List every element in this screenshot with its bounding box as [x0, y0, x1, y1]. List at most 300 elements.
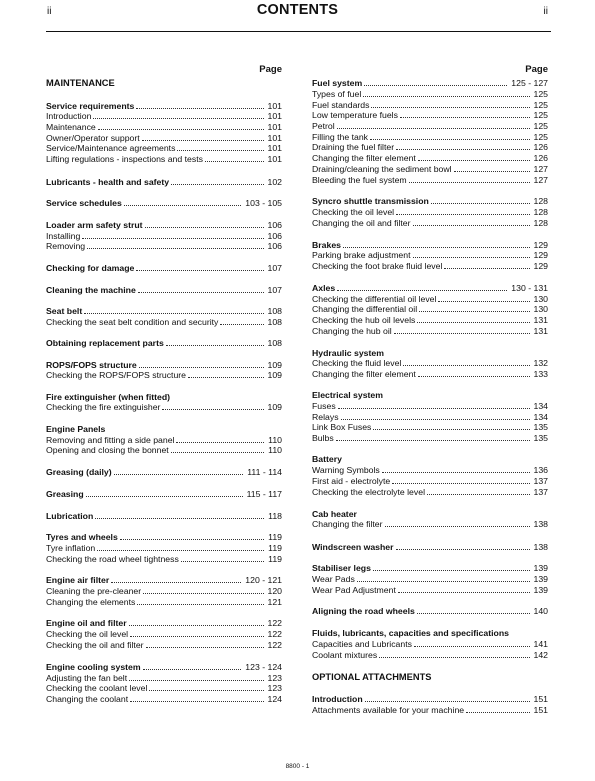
toc-entry [312, 78, 548, 89]
toc-entry-title: Changing the filter element [312, 153, 416, 163]
toc-entry-title: Wear Pad Adjustment [312, 585, 396, 595]
dot-leader [382, 466, 530, 473]
toc-entry-title: Engine Panels [46, 424, 106, 434]
toc-entry-page: 121 [267, 597, 282, 607]
toc-entry [312, 454, 548, 465]
dot-leader [84, 307, 263, 314]
toc-entry [312, 401, 548, 412]
dot-leader [181, 555, 264, 562]
toc-entry-page: 136 [533, 465, 548, 475]
toc-entry-page: 130 [533, 294, 548, 304]
toc-entry-page: 122 [267, 618, 282, 628]
toc-entry-page: 131 [533, 326, 548, 336]
toc-entry-title: Checking for damage [46, 263, 135, 273]
toc-entry-page: 102 [267, 177, 282, 187]
toc-entry-page: 122 [267, 640, 282, 650]
toc-entry [46, 111, 282, 122]
toc-entry [46, 154, 282, 165]
toc-entry-page: 115 - 117 [246, 489, 282, 499]
toc-entry-title: OPTIONAL ATTACHMENTS [312, 672, 432, 682]
toc-entry [46, 263, 282, 274]
toc-entry-title: Fuel system [312, 78, 363, 88]
dot-leader [188, 371, 263, 378]
toc-entry [312, 100, 548, 111]
toc-entry-title: Checking the oil and filter [46, 640, 144, 650]
dot-leader [142, 134, 264, 141]
dot-leader [359, 511, 544, 517]
toc-entry-page: 110 [268, 445, 282, 455]
toc-entry-page: 132 [533, 358, 548, 368]
dot-leader [400, 111, 530, 118]
toc-entry-page: 111 - 114 [247, 467, 282, 477]
dot-leader [145, 221, 264, 228]
toc-entry [46, 101, 282, 112]
dot-leader [417, 316, 529, 323]
toc-entry-title: Engine cooling system [46, 662, 141, 672]
toc-entry [46, 586, 282, 597]
toc-entry-page: 138 [533, 542, 548, 552]
toc-entry-title: Checking the foot brake fluid level [312, 261, 443, 271]
toc-entry [46, 392, 282, 403]
toc-entry-page: 140 [533, 606, 548, 616]
dot-leader [114, 468, 244, 475]
dot-leader [418, 154, 530, 161]
toc-entry-title: Changing the hub oil [312, 326, 392, 336]
dot-leader [385, 392, 544, 398]
toc-entry [46, 511, 282, 522]
toc-entry-title: Electrical system [312, 390, 383, 400]
dot-leader [371, 101, 529, 108]
dot-leader [409, 176, 530, 183]
toc-entry-title: Link Box Fuses [312, 422, 372, 432]
toc-entry-page: 125 [533, 89, 548, 99]
toc-entry-page: 130 [533, 304, 548, 314]
dot-leader [93, 112, 263, 119]
toc-entry [46, 618, 282, 629]
toc-entry-title: Changing the filter element [312, 369, 416, 379]
toc-entry-page: 106 [267, 231, 282, 241]
toc-entry-page: 126 [533, 153, 548, 163]
toc-entry [312, 153, 548, 164]
toc-entry-title: Removing [46, 241, 86, 251]
toc-entry-page: 138 [533, 519, 548, 529]
toc-entry [312, 412, 548, 423]
toc-entry-title: Owner/Operator support [46, 133, 140, 143]
dot-leader [205, 155, 264, 162]
toc-entry [46, 78, 282, 89]
toc-entry [46, 306, 282, 317]
dot-leader [343, 241, 530, 248]
dot-leader [373, 423, 529, 430]
dot-leader [413, 219, 530, 226]
toc-entry [312, 509, 548, 520]
dot-leader [418, 370, 530, 377]
dot-leader [417, 607, 530, 614]
toc-entry-page: 106 [267, 220, 282, 230]
toc-entry-title: Checking the seat belt condition and security [46, 317, 219, 327]
toc-entry-page: 120 [267, 586, 282, 596]
dot-leader [365, 695, 530, 702]
dot-leader [143, 663, 242, 670]
dot-leader [171, 446, 264, 453]
toc-entry-title: Brakes [312, 240, 341, 250]
toc-entry-title: Removing and fitting a side panel [46, 435, 175, 445]
toc-entry-page: 128 [533, 196, 548, 206]
dot-leader [139, 361, 264, 368]
toc-entry-title: Syncro shuttle transmission [312, 196, 429, 206]
toc-entry [312, 348, 548, 359]
toc-entry-title: ROPS/FOPS structure [46, 360, 137, 370]
toc-entry-title: Attachments available for your machine [312, 705, 465, 715]
toc-entry-page: 118 [268, 511, 282, 521]
toc-entry-page: 108 [267, 338, 282, 348]
toc-entry-page: 134 [533, 401, 548, 411]
toc-entry [312, 476, 548, 487]
dot-leader [337, 122, 530, 129]
dot-leader [111, 576, 241, 583]
toc-entry [312, 121, 548, 132]
toc-entry-title: Lubrication [46, 511, 94, 521]
dot-leader [398, 586, 530, 593]
toc-entry [46, 122, 282, 133]
toc-entry-title: Draining/cleaning the sediment bowl [312, 164, 452, 174]
dot-leader [511, 630, 544, 636]
page-column-header: Page [525, 64, 548, 75]
toc-entry [312, 164, 548, 175]
toc-entry-title: Service/Maintenance agreements [46, 143, 176, 153]
toc-entry [312, 304, 548, 315]
toc-entry-title: Adjusting the fan belt [46, 673, 128, 683]
dot-leader [98, 123, 264, 130]
toc-entry-page: 137 [533, 487, 548, 497]
dot-leader [107, 426, 278, 432]
toc-entry [46, 435, 282, 446]
toc-entry-page: 107 [267, 263, 282, 273]
toc-entry [312, 175, 548, 186]
toc-entry-title: Introduction [312, 694, 363, 704]
dot-leader [220, 318, 263, 325]
dot-leader [117, 80, 278, 86]
dot-leader [129, 674, 263, 681]
toc-entry-page: 123 [267, 683, 282, 693]
toc-entry-title: Cleaning the machine [46, 285, 136, 295]
toc-entry-title: Fuses [312, 401, 336, 411]
dot-leader [403, 359, 529, 366]
toc-entry-page: 130 - 131 [511, 283, 548, 293]
toc-entry-title: Checking the electrolyte level [312, 487, 425, 497]
toc-entry-page: 109 [267, 360, 282, 370]
dot-leader [344, 456, 544, 462]
toc-entry-title: Cleaning the pre-cleaner [46, 586, 142, 596]
toc-entry-title: Checking the differential oil level [312, 294, 437, 304]
toc-entry [312, 606, 548, 617]
toc-entry-title: Changing the coolant [46, 694, 129, 704]
dot-leader [149, 684, 263, 691]
dot-leader [466, 706, 529, 713]
toc-entry-page: 101 [267, 122, 282, 132]
dot-leader [414, 640, 530, 647]
toc-entry-title: Checking the oil level [46, 629, 129, 639]
toc-entry-title: MAINTENANCE [46, 78, 115, 88]
dot-leader [97, 544, 264, 551]
toc-entry-title: Bleeding the fuel system [312, 175, 407, 185]
toc-entry-title: Checking the fire extinguisher [46, 402, 161, 412]
toc-entry-title: Cab heater [312, 509, 357, 519]
toc-entry-title: Petrol [312, 121, 335, 131]
toc-entry-page: 129 [533, 240, 548, 250]
toc-entry-page: 127 [533, 175, 548, 185]
dot-leader [336, 434, 530, 441]
toc-entry [46, 220, 282, 231]
dot-leader [138, 286, 264, 293]
title-rule [46, 31, 551, 32]
toc-entry-page: 110 [268, 435, 282, 445]
toc-entry [312, 142, 548, 153]
toc-entry [312, 240, 548, 251]
page-column-header: Page [259, 64, 282, 75]
toc-entry-title: Changing the filter [312, 519, 383, 529]
toc-entry [312, 705, 548, 716]
toc-entry-title: Changing the elements [46, 597, 136, 607]
toc-entry-title: Fire extinguisher (when fitted) [46, 392, 171, 402]
toc-entry [312, 519, 548, 530]
dot-leader [386, 350, 544, 356]
dot-leader [385, 520, 530, 527]
dot-leader [176, 436, 264, 443]
toc-entry-title: Bulbs [312, 433, 334, 443]
toc-entry-page: 123 [267, 673, 282, 683]
toc-entry [312, 218, 548, 229]
dot-leader [444, 262, 529, 269]
toc-entry-title: Checking the road wheel tightness [46, 554, 179, 564]
toc-entry [46, 177, 282, 188]
toc-entry-page: 128 [533, 218, 548, 228]
dot-leader [120, 533, 264, 540]
toc-entry [46, 673, 282, 684]
toc-entry-page: 139 [533, 585, 548, 595]
toc-entry-title: Lubricants - health and safety [46, 177, 170, 187]
toc-entry-page: 119 [268, 554, 282, 564]
toc-entry-page: 108 [267, 317, 282, 327]
toc-entry [312, 542, 548, 553]
toc-entry-title: Checking the ROPS/FOPS structure [46, 370, 187, 380]
toc-entry-title: Checking the oil level [312, 207, 395, 217]
dot-leader [364, 79, 507, 86]
toc-entry-title: Loader arm safety strut [46, 220, 143, 230]
dot-leader [95, 512, 264, 519]
toc-entry-page: 101 [267, 133, 282, 143]
dot-leader [87, 242, 263, 249]
toc-entry-title: Checking the fluid level [312, 358, 402, 368]
dot-leader [136, 264, 263, 271]
toc-entry [312, 650, 548, 661]
toc-entry [312, 422, 548, 433]
dot-leader [136, 102, 263, 109]
toc-entry-title: Engine oil and filter [46, 618, 127, 628]
toc-entry [312, 196, 548, 207]
toc-entry [312, 574, 548, 585]
dot-leader [396, 208, 529, 215]
toc-entry-title: Low temperature fuels [312, 110, 398, 120]
toc-entry-title: Installing [46, 231, 81, 241]
toc-entry-title: Changing the oil and filter [312, 218, 411, 228]
toc-entry-title: Windscreen washer [312, 542, 394, 552]
dot-leader [392, 477, 529, 484]
toc-entry-title: Relays [312, 412, 339, 422]
toc-entry [312, 628, 548, 639]
toc-entry-title: Greasing (daily) [46, 467, 112, 477]
toc-entry [312, 585, 548, 596]
toc-entry-title: Filling the tank [312, 132, 369, 142]
page-number-right: ii [543, 6, 548, 17]
toc-entry [46, 402, 282, 413]
toc-entry-title: Coolant mixtures [312, 650, 378, 660]
toc-entry-title: Maintenance [46, 122, 96, 132]
dot-leader [454, 165, 530, 172]
dot-leader [337, 284, 507, 291]
dot-leader [379, 651, 529, 658]
toc-entry-page: 139 [533, 563, 548, 573]
toc-entry-page: 151 [533, 705, 548, 715]
toc-entry-page: 108 [267, 306, 282, 316]
toc-entry [312, 694, 548, 705]
toc-entry-title: Opening and closing the bonnet [46, 445, 169, 455]
dot-leader [130, 630, 263, 637]
toc-entry-title: Checking the coolant level [46, 683, 148, 693]
toc-entry [46, 285, 282, 296]
toc-entry-page: 129 [533, 261, 548, 271]
toc-entry [312, 433, 548, 444]
dot-leader [357, 575, 530, 582]
dot-leader [172, 394, 278, 400]
dot-leader [129, 619, 264, 626]
toc-entry [312, 358, 548, 369]
toc-entry-title: Checking the hub oil levels [312, 315, 416, 325]
dot-leader [373, 564, 530, 571]
toc-entry [46, 231, 282, 242]
toc-entry-title: Lifting regulations - inspections and tests [46, 154, 203, 164]
toc-entry-title: Capacities and Lubricants [312, 639, 412, 649]
toc-entry-page: 101 [267, 101, 282, 111]
toc-entry-page: 133 [533, 369, 548, 379]
toc-entry-title: Fluids, lubricants, capacities and specifications [312, 628, 509, 638]
dot-leader [171, 178, 263, 185]
toc-entry [46, 629, 282, 640]
toc-entry [46, 143, 282, 154]
toc-entry-page: 101 [267, 143, 282, 153]
dot-leader [166, 339, 264, 346]
toc-entry-page: 120 - 121 [245, 575, 282, 585]
toc-entry [312, 261, 548, 272]
page-number-left: ii [47, 6, 52, 17]
dot-leader [413, 251, 530, 258]
dot-leader [130, 695, 263, 702]
dot-leader [143, 587, 263, 594]
toc-entry [46, 543, 282, 554]
toc-entry-page: 109 [267, 402, 282, 412]
dot-leader [438, 295, 529, 302]
toc-entry [312, 563, 548, 574]
toc-entry-page: 119 [268, 543, 282, 553]
toc-entry-page: 125 - 127 [511, 78, 548, 88]
toc-entry [46, 489, 282, 500]
toc-entry [46, 683, 282, 694]
toc-entry-page: 122 [267, 629, 282, 639]
toc-entry-page: 123 - 124 [245, 662, 282, 672]
toc-entry-page: 125 [533, 110, 548, 120]
toc-entry-page: 131 [533, 315, 548, 325]
toc-entry-title: Warning Symbols [312, 465, 380, 475]
toc-entry-title: Tyres and wheels [46, 532, 118, 542]
toc-entry-title: Types of fuel [312, 89, 362, 99]
dot-leader [394, 327, 530, 334]
dot-leader [396, 543, 530, 550]
toc-entry-page: 134 [533, 412, 548, 422]
dot-leader [370, 133, 529, 140]
toc-entry [46, 424, 282, 435]
toc-entry-page: 127 [533, 164, 548, 174]
dot-leader [396, 143, 529, 150]
toc-entry [46, 554, 282, 565]
toc-entry-title: Engine air filter [46, 575, 110, 585]
toc-entry-title: Axles [312, 283, 336, 293]
toc-entry [46, 597, 282, 608]
toc-entry [46, 241, 282, 252]
dot-leader [427, 488, 530, 495]
toc-entry-page: 125 [533, 132, 548, 142]
toc-entry-title: Seat belt [46, 306, 83, 316]
toc-entry [46, 317, 282, 328]
dot-leader [431, 197, 530, 204]
toc-entry [46, 445, 282, 456]
toc-entry-page: 103 - 105 [245, 198, 282, 208]
toc-entry-page: 141 [533, 639, 548, 649]
toc-entry-title: Stabiliser legs [312, 563, 371, 573]
toc-entry-page: 129 [533, 250, 548, 260]
toc-entry-title: Service schedules [46, 198, 122, 208]
toc-entry-page: 101 [267, 111, 282, 121]
dot-leader [341, 413, 530, 420]
toc-entry [46, 640, 282, 651]
toc-entry [312, 315, 548, 326]
toc-entry-page: 106 [267, 241, 282, 251]
toc-entry-title: Tyre inflation [46, 543, 96, 553]
toc-entry [46, 575, 282, 586]
toc-entry [312, 487, 548, 498]
toc-entry-title: Aligning the road wheels [312, 606, 415, 616]
toc-entry-page: 135 [533, 433, 548, 443]
toc-entry-page: 109 [267, 370, 282, 380]
toc-entry-title: Draining the fuel filter [312, 142, 395, 152]
dot-leader [146, 641, 264, 648]
dot-leader [82, 232, 263, 239]
toc-entry-page: 137 [533, 476, 548, 486]
toc-entry [46, 694, 282, 705]
dot-leader [86, 490, 243, 497]
toc-entry [312, 672, 548, 683]
dot-leader [433, 674, 544, 680]
toc-entry-page: 128 [533, 207, 548, 217]
toc-entry [312, 369, 548, 380]
toc-entry [312, 639, 548, 650]
dot-leader [162, 403, 263, 410]
toc-entry-title: Obtaining replacement parts [46, 338, 164, 348]
toc-entry [312, 132, 548, 143]
toc-entry [312, 294, 548, 305]
toc-entry-title: Introduction [46, 111, 92, 121]
toc-entry-title: Changing the differential oil [312, 304, 418, 314]
toc-entry [46, 467, 282, 478]
